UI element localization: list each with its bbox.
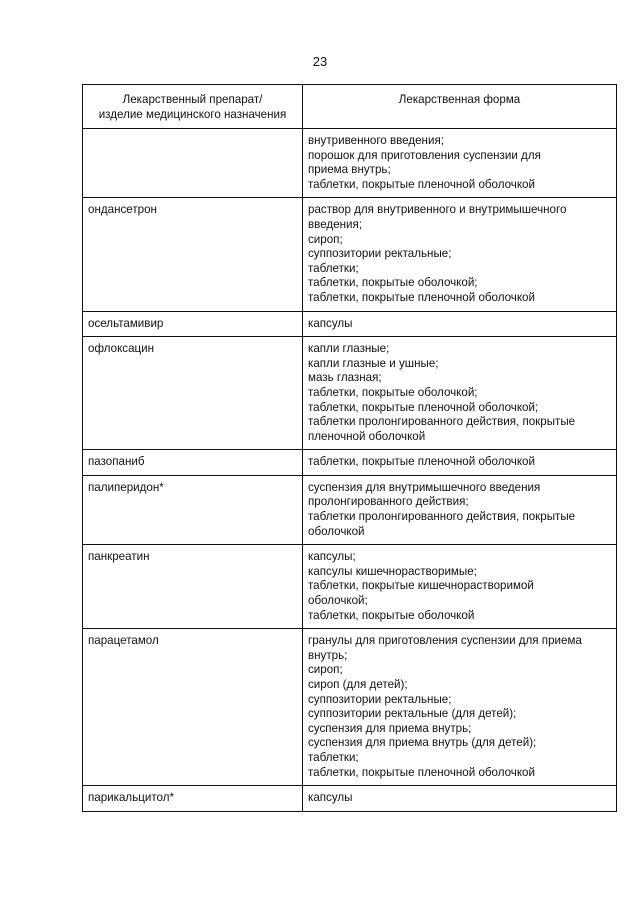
dosage-form-line: раствор для внутривенного и внутримышечного: [308, 203, 567, 217]
dosage-form-line: оболочкой: [308, 524, 365, 538]
dosage-form-line: сироп;: [308, 663, 343, 677]
dosage-form-line: внутрь;: [308, 648, 348, 662]
dosage-form-line: таблетки, покрытые оболочкой;: [308, 385, 478, 399]
dosage-form-line: таблетки, покрытые пленочной оболочкой: [308, 290, 535, 304]
dosage-form-line: суппозитории ректальные;: [308, 247, 452, 261]
table-body: [83, 129, 617, 812]
dosage-form-line: сироп;: [308, 232, 343, 246]
table-row: [83, 129, 617, 198]
dosage-form-line: суспензия для приема внутрь;: [308, 721, 472, 735]
dosage-form-line: сироп (для детей);: [308, 678, 408, 691]
dosage-form-line: таблетки пролонгированного действия, покрытые: [308, 415, 576, 429]
dosage-form-line: таблетки, покрытые оболочкой: [308, 608, 475, 622]
dosage-form-line: пролонгированного действия;: [308, 495, 469, 509]
dosage-form-line: капли глазные и ушные;: [308, 356, 439, 370]
table-row: [83, 450, 617, 476]
table-row: [83, 475, 617, 544]
dosage-form-cell: [303, 337, 617, 450]
drug-name-cell: пазопаниб: [83, 450, 303, 476]
dosage-form-line: капли глазные;: [308, 342, 390, 356]
dosage-form-cell: [303, 311, 617, 337]
dosage-form-line: таблетки, покрытые кишечнорастворимой: [308, 579, 534, 593]
drug-name-cell: осельтамивир: [83, 311, 303, 337]
header-drug-name: Лекарственный препарат/ изделие медицинского назначения: [83, 85, 303, 129]
dosage-form-line: капсулы;: [308, 550, 356, 564]
drug-name-cell: [83, 129, 303, 198]
drug-name-cell: панкреатин: [83, 545, 303, 629]
dosage-form-line: суспензия для внутримышечного введения: [308, 480, 541, 494]
dosage-form-line: гранулы для приготовления суспензии для приема: [308, 634, 582, 648]
drug-name-cell: парикальцитол*: [83, 786, 303, 812]
dosage-form-line: введения;: [308, 217, 362, 231]
dosage-form-line: внутривенного введения;: [308, 134, 444, 147]
table-row: [83, 311, 617, 337]
dosage-form-cell: [303, 545, 617, 629]
dosage-form-line: таблетки, покрытые пленочной оболочкой;: [308, 400, 539, 414]
dosage-form-line: суппозитории ректальные;: [308, 692, 452, 706]
dosage-form-line: порошок для приготовления суспензии для: [308, 148, 541, 162]
dosage-form-cell: [303, 629, 617, 786]
header-dosage-form: Лекарственная форма: [303, 85, 617, 129]
dosage-form-line: суппозитории ректальные (для детей);: [308, 707, 517, 721]
drug-name-cell: ондансетрон: [83, 198, 303, 311]
drug-name-cell: офлоксацин: [83, 337, 303, 450]
dosage-form-line: таблетки;: [308, 261, 359, 275]
dosage-form-line: таблетки;: [308, 750, 359, 764]
dosage-form-cell: [303, 475, 617, 544]
dosage-form-cell: [303, 129, 617, 198]
dosage-form-line: таблетки, покрытые пленочной оболочкой: [308, 765, 535, 779]
drug-name-cell: парацетамол: [83, 629, 303, 786]
dosage-form-cell: [303, 450, 617, 476]
table-row: [83, 545, 617, 629]
table-header-row: [83, 85, 617, 129]
dosage-form-cell: [303, 786, 617, 812]
dosage-form-line: таблетки, покрытые оболочкой;: [308, 276, 478, 290]
table-row: [83, 337, 617, 450]
dosage-form-line: капсулы кишечнорастворимые;: [308, 564, 477, 578]
dosage-form-line: оболочкой;: [308, 594, 368, 608]
table-row: [83, 629, 617, 786]
dosage-form-line: суспензия для приема внутрь (для детей);: [308, 736, 537, 750]
dosage-form-line: капсулы: [308, 791, 353, 805]
table-row: [83, 198, 617, 311]
table-row: [83, 786, 617, 812]
dosage-form-line: таблетки, покрытые пленочной оболочкой: [308, 455, 535, 469]
dosage-form-line: мазь глазная;: [308, 371, 382, 385]
dosage-form-cell: [303, 198, 617, 311]
drug-name-cell: палиперидон*: [83, 475, 303, 544]
dosage-form-line: таблетки, покрытые пленочной оболочкой: [308, 177, 535, 191]
dosage-form-line: капсулы: [308, 316, 353, 330]
dosage-form-line: таблетки пролонгированного действия, покрытые: [308, 510, 576, 524]
page-number: 23: [312, 54, 328, 69]
dosage-form-line: приема внутрь;: [308, 163, 391, 177]
dosage-form-line: пленочной оболочкой: [308, 429, 426, 443]
drug-table: [82, 84, 617, 812]
